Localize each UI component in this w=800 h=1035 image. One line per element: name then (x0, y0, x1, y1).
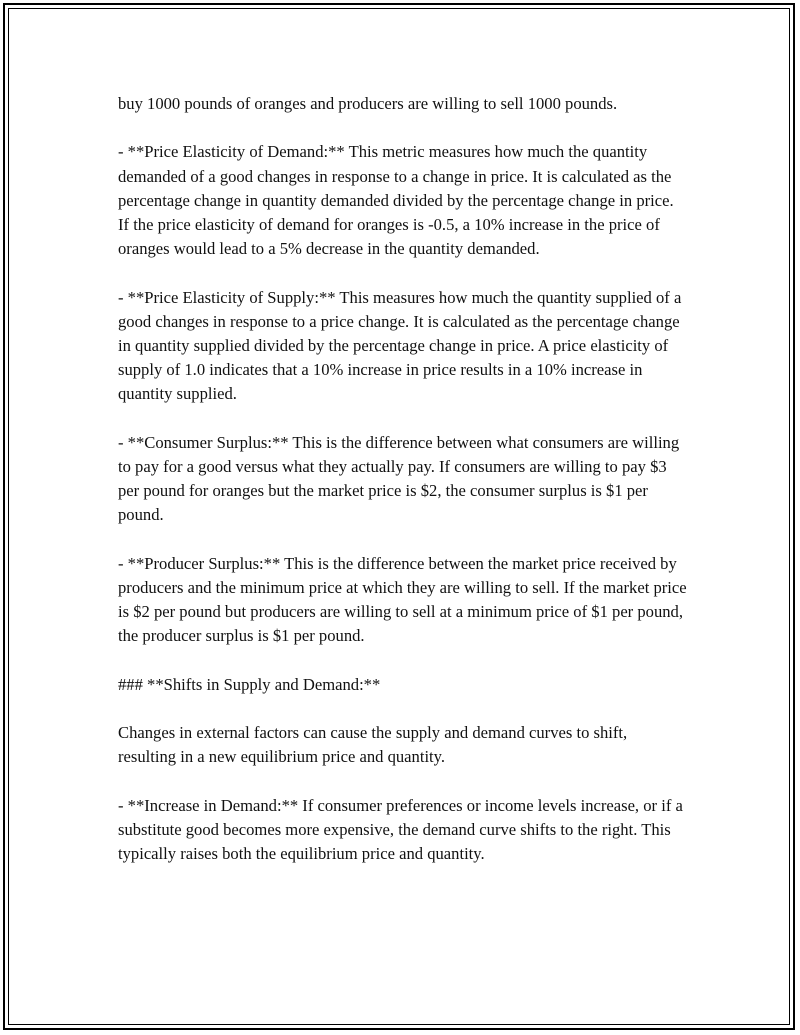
heading-shifts-supply-demand: ### **Shifts in Supply and Demand:** (118, 674, 381, 694)
paragraph-price-elasticity-supply: - **Price Elasticity of Supply:** This measures how much the quantity supplied of a good changes in response to a price change. It is calculated as the percentage change in quantity supplied divided by the percentage change in price. A price elasticity of supply of 1.0 indicates that a 10% increase in price results in a 10% increase in quantity supplied. (118, 287, 682, 404)
paragraph-shifts-intro: Changes in external factors can cause the supply and demand curves to shift, resulting in a new equilibrium price and quantity. (118, 723, 628, 767)
paragraph-price-elasticity-demand: - **Price Elasticity of Demand:** This metric measures how much the quantity demanded of a good changes in response to a change in price. It is calculated as the percentage change in quantity demanded divided by the percentage change in price. If the price elasticity of demand for oranges is -0.5, a 10% increase in the price of oranges would lead to a 5% decrease in the quantity demanded. (118, 142, 674, 259)
paragraph-equilibrium-continuation: buy 1000 pounds of oranges and producers are willing to sell 1000 pounds. (118, 94, 618, 113)
document-body (118, 92, 688, 891)
paragraph-producer-surplus: - **Producer Surplus:** This is the difference between the market price received by producers and the minimum price at which they are willing to sell. If the market price is $2 per pound but producers are willing to sell at a minimum price of $1 per pound, the producer surplus is $1 per pound. (118, 553, 687, 646)
paragraph-consumer-surplus: - **Consumer Surplus:** This is the difference between what consumers are willing to pay for a good versus what they actually pay. If consumers are willing to pay $3 per pound for oranges but the market price is $2, the consumer surplus is $1 per pound. (118, 432, 680, 525)
paragraph-increase-in-demand: - **Increase in Demand:** If consumer preferences or income levels increase, or if a substitute good becomes more expensive, the demand curve shifts to the right. This typically raises both the equilibrium price and quantity. (118, 795, 683, 864)
